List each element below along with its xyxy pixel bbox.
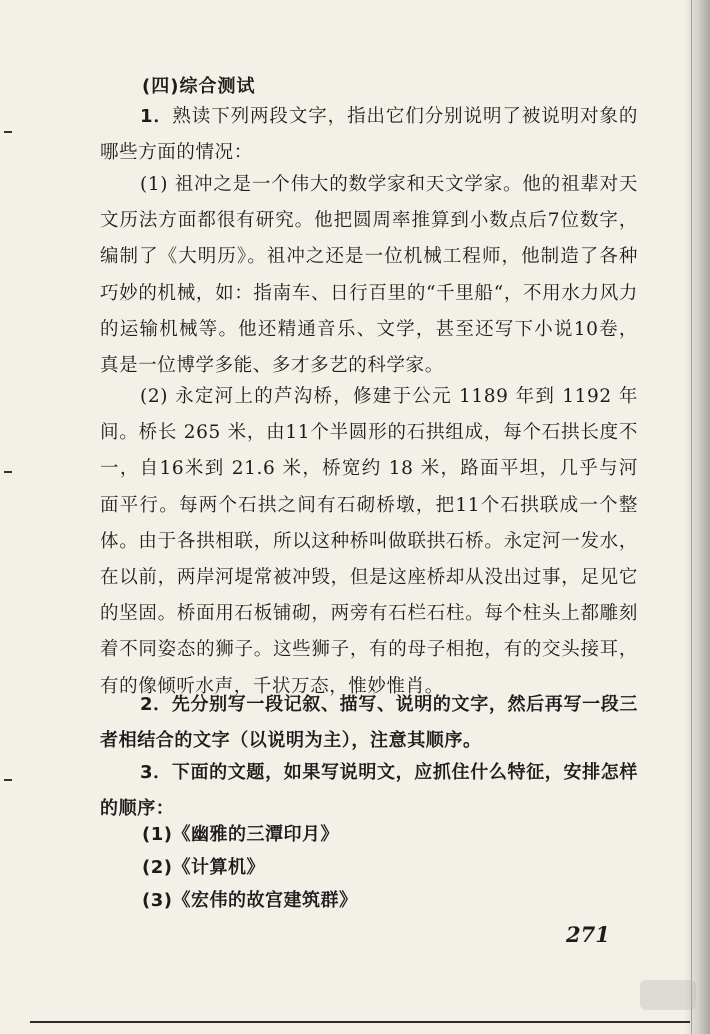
question-1: [100, 99, 638, 171]
passage-2-text: 永定河上的芦沟桥，修建于公元 1189 年到 1192 年间。桥长 265 米，由11个半圆形的石拱组成，每个石拱长度不一，自16米到 21.6 米，桥宽约 18 米，路面平坦，几乎与河面平行。每两个石拱之间有石砌桥墩，把11个石拱联成一个整体。由于各拱相联，所以这种桥叫做联拱石桥。永定河一发水，在以前，两岸河堤常被冲毁，但是这座桥却从没出过事，足见它的坚固。桥面用石板铺砌，两旁有石栏石柱。每个柱头上都雕刻着不同姿态的狮子。这些狮子，有的母子相抱，有的交头接耳，有的像倾听水声，千状万态，惟妙惟肖。: [100, 386, 638, 697]
question-2-text: 先分别写一段记叙、描写、说明的文字，然后再写一段三者相结合的文字（以说明为主），注意其顺序。: [100, 694, 638, 752]
margin-mark: [4, 779, 12, 781]
page-number: 271: [566, 922, 610, 947]
title-list-item-2: (2)《计算机》: [142, 857, 265, 878]
question-2-number: 2．: [140, 694, 172, 715]
passage-1-number: (1): [140, 174, 175, 195]
question-2: [100, 687, 638, 759]
question-1-text: 熟读下列两段文字，指出它们分别说明了被说明对象的哪些方面的情况：: [100, 106, 638, 164]
watermark-logo: [640, 980, 696, 1010]
page-edge-shadow: [684, 0, 710, 1034]
margin-mark: [4, 471, 12, 473]
passage-2: [100, 379, 638, 705]
bottom-rule: [30, 1021, 690, 1023]
title-list-item-3: (3)《宏伟的故宫建筑群》: [142, 890, 358, 911]
passage-1: [100, 167, 638, 384]
question-3-number: 3．: [140, 762, 172, 783]
section-heading: (四)综合测试: [142, 76, 256, 97]
question-3-text: 下面的文题，如果写说明文，应抓住什么特征，安排怎样的顺序：: [100, 762, 638, 820]
passage-2-number: (2): [140, 386, 176, 407]
page-edge-line: [691, 0, 692, 1034]
passage-1-text: 祖冲之是一个伟大的数学家和天文学家。他的祖辈对天文历法方面都很有研究。他把圆周率推算到小数点后7位数字，编制了《大明历》。祖冲之还是一位机械工程师，他制造了各种巧妙的机械，如：指南车、日行百里的“千里船“，不用水力风力的运输机械等。他还精通音乐、文学，甚至还写下小说10卷，真是一位博学多能、多才多艺的科学家。: [100, 174, 638, 377]
title-list-item-1: (1)《幽雅的三潭印月》: [142, 824, 339, 845]
question-3: [100, 755, 638, 827]
question-1-number: 1．: [140, 106, 173, 127]
margin-mark: [4, 131, 12, 133]
